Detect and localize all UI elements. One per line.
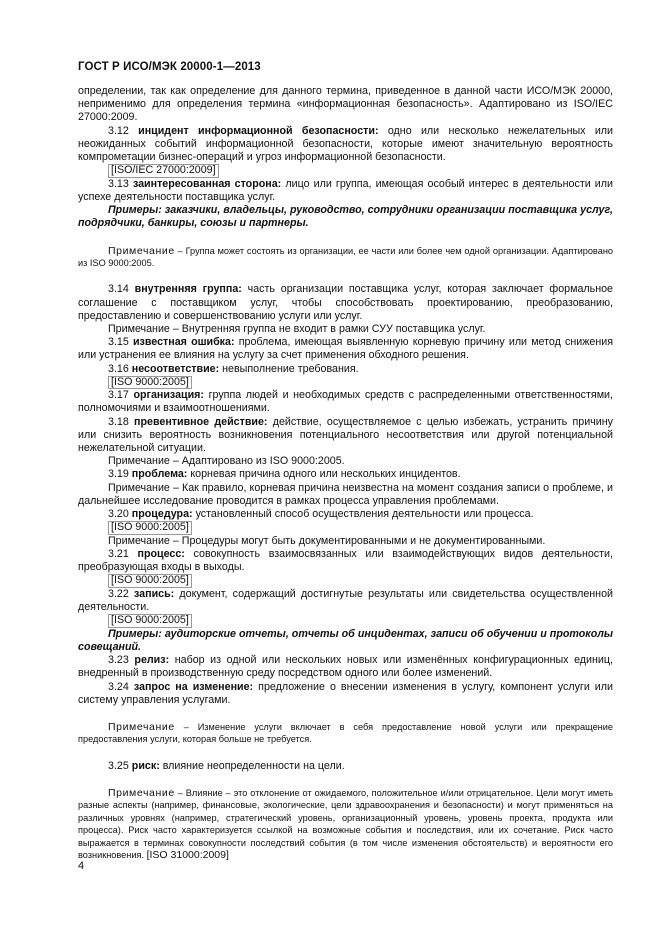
document-header: ГОСТ Р ИСО/МЭК 20000-1—2013 [78, 61, 261, 73]
paragraph-continuation: определении, так как определение для данного термина, приведенное в данной части ИСО/МЭК 20000, неприменимо для определения термина «информационная безопасность». Адаптировано из ISO/IEC 27000:2009. [78, 85, 613, 124]
examples-3-22: Примеры: аудиторские отчеты, отчеты об инцидентах, записи об обучении и протоколы совещаний. [78, 627, 613, 654]
page-number: 4 [78, 860, 85, 872]
reference-3-20: [ISO 9000:2005] [108, 521, 192, 535]
reference-3-16: [ISO 9000:2005] [108, 376, 192, 390]
term-3-14: 3.14 внутренняя группа: часть организации поставщика услуг, которая заключает формальное соглашение с поставщиком услуг, чтобы способствовать проектированию, преобразованию, предоставлению и совершенствованию услуги или услуг. [78, 283, 613, 322]
document-body [78, 85, 613, 875]
term-3-24: 3.24 запрос на изменение: предложение о внесении изменения в услугу, компонент услуги или систему управления услугами. [78, 680, 613, 706]
term-3-12: 3.12 инцидент информационной безопасности: одно или несколько нежелательных или неожиданных событий информационной безопасности, которые имеют значительную вероятность компрометации бизнес-операций и угроз информационной безопасности. [78, 124, 613, 164]
term-3-18: 3.18 превентивное действие: действие, осуществляемое с целью избежать, устранить причину или снизить вероятность возникновения потенциального несоответствия или другой потенциальной нежелательной ситуации. [78, 415, 613, 455]
note-3-24: Примечание – Изменение услуги включает в себя предоставление новой услуги или прекращение предоставления услуги, которая больше не требуется. [78, 721, 613, 745]
term-3-15: 3.15 известная ошибка: проблема, имеющая выявленную корневую причину или метод снижения или устранения ее влияния на услугу за счет применения обходного решения. [78, 336, 613, 362]
reference-3-22: [ISO 9000:2005] [108, 614, 192, 628]
note-3-20: Примечание – Процедуры могут быть документированными и не документированными. [108, 534, 546, 547]
term-3-25: 3.25 риск: влияние неопределенности на цели. [108, 759, 345, 772]
term-3-16: 3.16 несоответствие: невыполнение требования. [108, 362, 359, 375]
examples-3-13: Примеры: заказчики, владельцы, руководство, сотрудники организации поставщика услуг, подрядчики, банкиры, союзы и партнеры. [78, 204, 613, 230]
term-3-21: 3.21 процесс: совокупность взаимосвязанных или взаимодействующих видов деятельности, преобразующая входы в выходы. [78, 548, 613, 574]
term-3-17: 3.17 организация: группа людей и необходимых средств с распределенными ответственностями, полномочиями и взаимоотношениями. [78, 389, 613, 415]
note-3-19: Примечание – Как правило, корневая причина неизвестна на момент создания записи о проблеме, и дальнейшее исследование проводится в рамках процесса управления проблемами. [78, 481, 613, 507]
term-3-20: 3.20 процедура: установленный способ осуществления деятельности или процесса. [108, 508, 534, 521]
reference-3-21: [ISO 9000:2005] [108, 574, 192, 588]
note-3-25: Примечание – Влияние – это отклонение от ожидаемого, положительное и/или отрицательное. Цели могут иметь разные аспекты (например, финансовые, экологические, цели здравоохранения и безопасности) и могут применяться на различных уровнях (например, стратегический уровень, организационный уровень, уровень проекта, продукта или процесса). Риск часто характеризуется ссылкой на возможные события и последствия, или их сочетание. Риск часто выражается в терминах совокупности последствий события (в том числе изменения обстоятельств) и вероятности его возникновения. [ISO 31000:2009] [78, 787, 613, 862]
note-3-18: Примечание – Адаптировано из ISO 9000:2005. [108, 455, 345, 468]
term-3-19: 3.19 проблема: корневая причина одного или нескольких инцидентов. [108, 468, 461, 481]
note-3-13: Примечание – Группа может состоять из организации, ее части или более чем одной организации. Адаптировано из ISO 9000:2005. [78, 244, 613, 268]
term-3-23: 3.23 релиз: набор из одной или нескольких новых или изменённых конфигурационных единиц, внедренный в производственную среду посредством одного или более изменений. [78, 654, 613, 680]
reference-3-12: [ISO/IEC 27000:2009] [108, 164, 219, 178]
note-3-14: Примечание – Внутренняя группа не входит в рамки СУУ поставщика услуг. [108, 322, 486, 335]
term-3-22: 3.22 запись: документ, содержащий достигнутые результаты или свидетельства осуществленной деятельности. [78, 587, 613, 614]
term-3-13: 3.13 заинтересованная сторона: лицо или группа, имеющая особый интерес в деятельности или успехе деятельности поставщика услуг. [78, 177, 613, 203]
reference-3-25: [ISO 31000:2009] [146, 849, 229, 862]
